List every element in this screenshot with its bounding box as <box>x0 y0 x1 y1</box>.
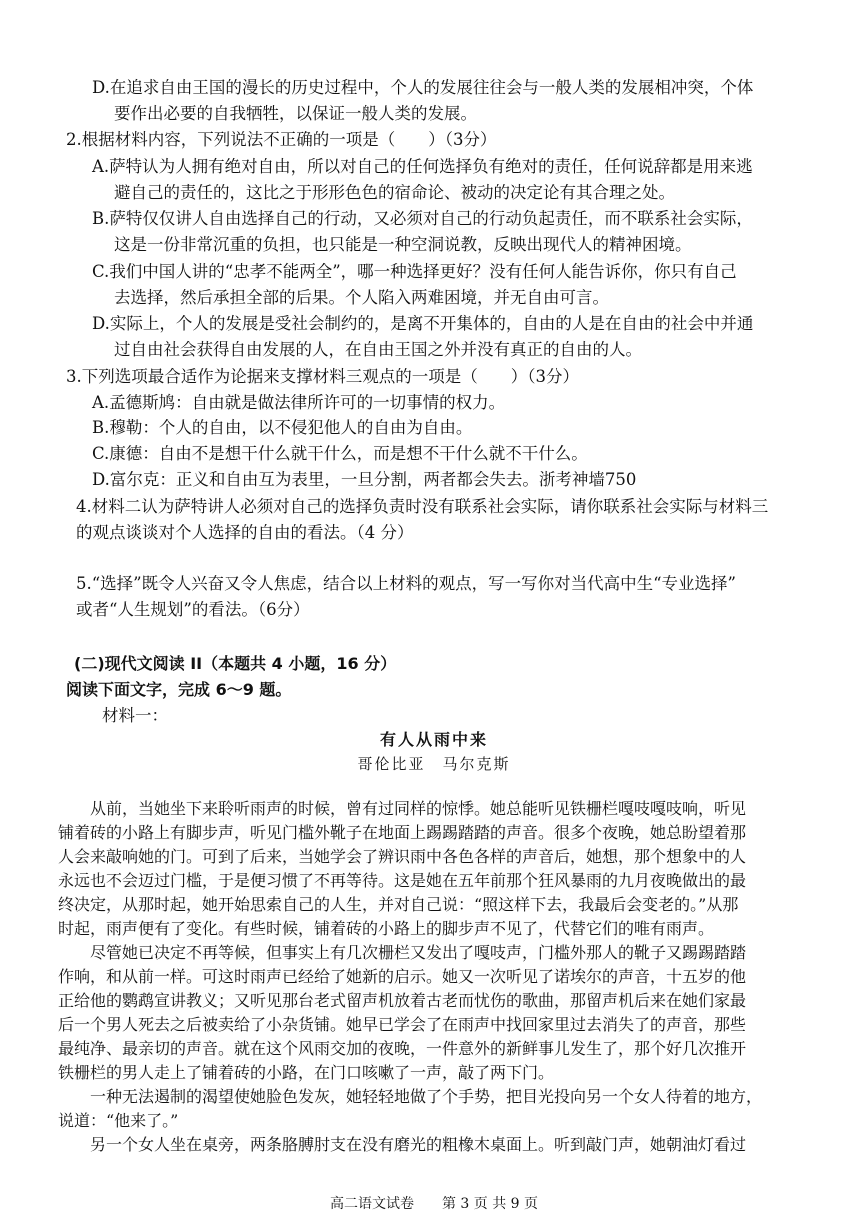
story-p1-line1: 从前，当她坐下来聆听雨声的时候，曾有过同样的惊悸。她总能听见铁栅栏嘎吱嘎吱响，听见 <box>90 799 747 818</box>
q3-stem: 3.下列选项最合适作为论据来支撑材料三观点的一项是（ ）（3分） <box>66 367 579 386</box>
story-p2-line1: 尽管她已决定不再等候，但事实上有几次栅栏又发出了嘎吱声，门槛外那人的靴子又踢踢踏踏 <box>90 943 747 962</box>
section-heading: (二)现代文阅读 II（本题共 4 小题，16 分） <box>74 654 397 673</box>
q4-line2: 的观点谈谈对个人选择的自由的看法。（4 分） <box>76 523 414 542</box>
q2-option-a-line2: 避自己的责任的，这比之于形形色色的宿命论、被动的决定论有其合理之处。 <box>114 183 675 202</box>
q2-option-c-line2: 去选择，然后承担全部的后果。个人陷入两难困境，并无自由可言。 <box>114 288 609 307</box>
q2-option-d-line2: 过自由社会获得自由发展的人，在自由王国之外并没有真正的自由的人。 <box>114 340 642 359</box>
material-label: 材料一： <box>102 706 168 725</box>
story-p2-line3: 正给他的鹦鹉宣讲教义；又听见那台老式留声机放着古老而忧伤的歌曲，那留声机后来在她们家最 <box>58 991 747 1010</box>
q5-line1: 5.“选择”既令人兴奋又令人焦虑，结合以上材料的观点，写一写你对当代高中生“专业选择” <box>76 574 736 593</box>
story-p2-line6: 铁栅栏的男人走上了铺着砖的小路，在门口咳嗽了一声，敲了两下门。 <box>58 1063 555 1082</box>
story-p1-line2: 铺着砖的小路上有脚步声，听见门槛外靴子在地面上踢踢踏踏的声音。很多个夜晚，她总盼望着那 <box>58 823 747 842</box>
q5-line2: 或者“人生规划”的看法。（6分） <box>76 600 310 619</box>
q3-option-b: B.穆勒：个人的自由，以不侵犯他人的自由为自由。 <box>92 418 473 437</box>
story-p4-line1: 另一个女人坐在桌旁，两条胳膊肘支在没有磨光的粗橡木桌面上。听到敲门声，她朝油灯看过 <box>90 1135 747 1154</box>
q2-option-d-line1: D.实际上，个人的发展是受社会制约的，是离不开集体的，自由的人是在自由的社会中并通 <box>92 314 754 333</box>
q2-option-b-line1: B.萨特仅仅讲人自由选择自己的行动，又必须对自己的行动负起责任，而不联系社会实际， <box>92 209 753 228</box>
story-author: 哥伦比亚 马尔克斯 <box>357 755 511 773</box>
page-footer: 高二语文试卷 第 3 页 共 9 页 <box>329 1196 539 1212</box>
q1-option-d-line2: 要作出必要的自我牺牲，以保证一般人类的发展。 <box>114 104 477 123</box>
q2-option-a-line1: A.萨特认为人拥有绝对自由，所以对自己的任何选择负有绝对的责任，任何说辞都是用来逃 <box>92 157 753 176</box>
story-p1-line4: 永远也不会迈过门槛，于是便习惯了不再等待。这是她在五年前那个狂风暴雨的九月夜晚做出的最 <box>58 871 747 890</box>
story-p2-line4: 后一个男人死去之后被卖给了小杂货铺。她早已学会了在雨声中找回家里过去消失了的声音，那些 <box>58 1015 747 1034</box>
story-p1-line6: 时起，雨声便有了变化。有些时候，铺着砖的小路上的脚步声不见了，代替它们的唯有雨声。 <box>58 919 715 938</box>
q3-option-d: D.富尔克：正义和自由互为表里，一旦分割，两者都会失去。浙考神墙750 <box>92 470 637 489</box>
story-p2-line2: 作响，和从前一样。可这时雨声已经给了她新的启示。她又一次听见了诺埃尔的声音，十五岁的他 <box>58 967 747 986</box>
q3-option-a: A.孟德斯鸠：自由就是做法律所许可的一切事情的权力。 <box>92 393 506 412</box>
q3-option-c: C.康德：自由不是想干什么就干什么，而是想不干什么就不干什么。 <box>92 444 588 463</box>
story-p1-line3: 人会来敲响她的门。可到了后来，当她学会了辨识雨中各色各样的声音后，她想，那个想象中的人 <box>58 847 747 866</box>
section-instruction: 阅读下面文字，完成 6～9 题。 <box>66 680 292 699</box>
q1-option-d-line1: D.在追求自由王国的漫长的历史过程中，个人的发展往往会与一般人类的发展相冲突，个体 <box>92 78 754 97</box>
q2-option-b-line2: 这是一份非常沉重的负担，也只能是一种空洞说教，反映出现代人的精神困境。 <box>114 235 692 254</box>
q4-line1: 4.材料二认为萨特讲人必须对自己的选择负责时没有联系社会实际，请你联系社会实际与材料三 <box>76 497 769 516</box>
q2-stem: 2.根据材料内容，下列说法不正确的一项是（ ）（3分） <box>66 130 497 149</box>
story-p1-line5: 终决定，从那时起，她开始思索自己的人生，并对自己说：“照这样下去，我最后会变老的。”从那 <box>58 895 739 914</box>
story-p3-line2: 说道：“他来了。” <box>58 1111 179 1130</box>
story-p2-line5: 最纯净、最亲切的声音。就在这个风雨交加的夜晚，一件意外的新鲜事儿发生了，那个好几次推开 <box>58 1039 747 1058</box>
story-title: 有人从雨中来 <box>379 730 488 749</box>
q2-option-c-line1: C.我们中国人讲的“忠孝不能两全”，哪一种选择更好？没有任何人能告诉你，你只有自己 <box>92 262 737 281</box>
story-p3-line1: 一种无法遏制的渴望使她脸色发灰，她轻轻地做了个手势，把目光投向另一个女人待着的地方， <box>90 1087 763 1106</box>
